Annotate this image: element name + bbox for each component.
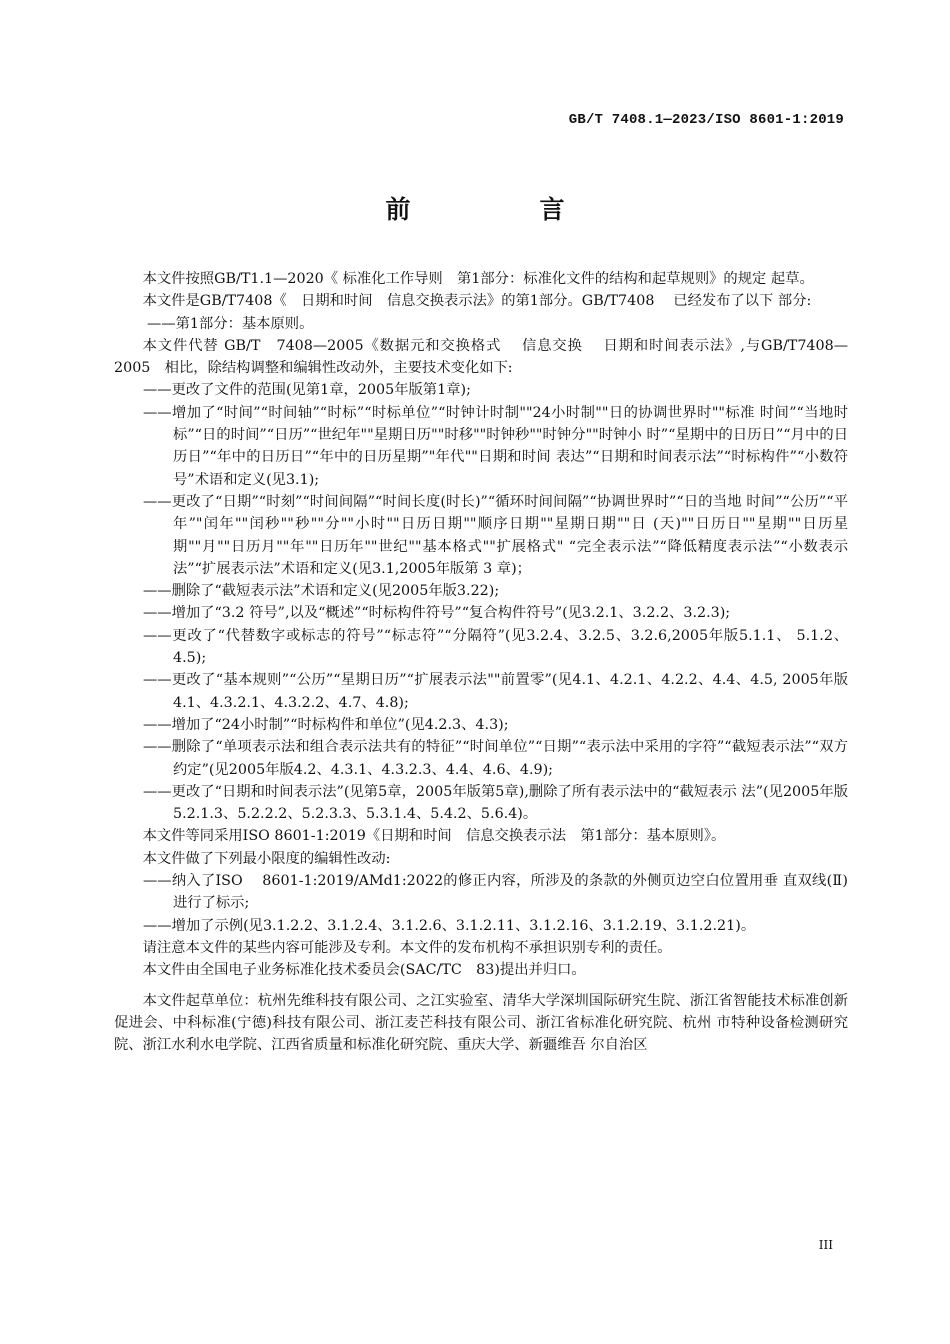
change-item-changed-rules: ——更改了“基本规则”“公历”“星期日历”“扩展表示法""前置零”(见4.1、4.2.1、4.2.2、4.4、4.5, 2005年版4.1、4.3.2.1、4.3.2.2、4.7、4.8); <box>143 672 848 711</box>
paragraph-iso-adoption: 本文件等同采用ISO 8601-1:2019《日期和时间 信息交换表示法 第1部分：基本原则》。 <box>142 828 726 845</box>
list-item-part1: ——第1部分：基本原则。 <box>147 315 314 332</box>
change-item-added-24h: ——增加了“24小时制”“时标构件和单位”(见4.2.3、4.3); <box>143 716 509 733</box>
paragraph-proposed-by: 本文件由全国电子业务标准化技术委员会(SAC/TC 83)提出并归口。 <box>142 962 586 979</box>
change-item-deleted-features: ——删除了“单项表示法和组合表示法共有的特征”“时间单位”“日期”“表示法中采用的字符”“截短表示法”“双方约定”(见2005年版4.2、4.3.1、4.3.2.3、4.4、4.6、4.9); <box>143 739 848 778</box>
change-item-deleted-truncated: ——删除了“截短表示法”术语和定义(见2005年版3.22); <box>143 583 500 600</box>
paragraph-editorial-changes: 本文件做了下列最小限度的编辑性改动: <box>142 850 391 867</box>
change-item-changed-terms: ——更改了“日期”“时刻”“时间间隔”“时间长度(时长)”“循环时间间隔”“协调世界时”“日的当地 时间”“公历”“平年”"闰年""闰秒""秒""分""小时""日历日期""顺序日期""星期日期""日 (天)""日历日""星期""日历星期""月""日历月""年""日历年""世纪""基本格式""扩展格式" “完全表示法”“降低精度表示法”“小数表示法”“扩展表示法”术语和定义(见3.1,2005年版第 3 章)； <box>143 493 848 577</box>
change-item-added-symbols: ——增加了“3.2 符号”,以及“概述”“时标构件符号”“复合构件符号”(见3.2.1、3.2.2、3.2.3); <box>143 605 731 622</box>
page-number: III <box>818 1238 833 1252</box>
change-item-changed-symbols: ——更改了“代替数字或标志的符号”“标志符”“分隔符”(见3.2.4、3.2.5、3.2.6,2005年版5.1.1、 5.1.2、4.5); <box>143 627 848 667</box>
paragraph-patent-notice: 请注意本文件的某些内容可能涉及专利。本文件的发布机构不承担识别专利的责任。 <box>142 939 672 956</box>
paragraph-drafting-units: 本文件起草单位：杭州先维科技有限公司、之江实验室、清华大学深圳国际研究生院、浙江省智能技术标准创新促进会、中科标准(宁德)科技有限公司、浙江麦芒科技有限公司、浙江省标准化研究院、杭州 市特种设备检测研究院、浙江水利水电学院、江西省质量和标准化研究院、重庆大学、新疆维吾 尔自治区 <box>114 992 848 1054</box>
paragraph-replaces: 本文件代替 GB/T 7408—2005《数据元和交换格式 信息交换 日期和时间表示法》,与GB/T7408—2005 相比，除结构调整和编辑性改动外，主要技术变化如下: <box>114 337 848 377</box>
paragraph-drafting-rules: 本文件按照GB/T1.1—2020《 标准化工作导则 第1部分：标准化文件的结构和起草规则》的规定 起草。 <box>142 271 814 287</box>
editorial-item-amendment: ——纳入了ISO 8601-1:2019/AMd1:2022的修正内容，所涉及的条款的外侧页边空白位置用垂 直双线(Ⅱ)进行了标示; <box>143 873 848 912</box>
page-header-doc-id: GB/T 7408.1—2023/ISO 8601-1:2019 <box>568 112 844 128</box>
change-item-scope: ——更改了文件的范围(见第1章，2005年版第1章); <box>143 382 471 399</box>
change-item-changed-representations: ——更改了“日期和时间表示法”(见第5章，2005年版第5章),删除了所有表示法中的“截短表示 法”(见2005年版5.2.1.3、5.2.2.2、5.2.3.3、5.3.1.4、5.4.2、5.6.4)。 <box>143 783 848 823</box>
page-title: 前 言 <box>385 195 617 224</box>
foreword-body <box>114 268 848 1056</box>
editorial-item-examples: ——增加了示例(见3.1.2.2、3.1.2.4、3.1.2.6、3.1.2.11、3.1.2.16、3.1.2.19、3.1.2.21)。 <box>143 917 756 934</box>
change-item-added-terms: ——增加了“时间”“时间轴”“时标”“时标单位”“时钟计时制""24小时制""日的协调世界时""标准 时间”“当地时标”“日的时间”“日历”“世纪年""星期日历""时移""时钟秒""时钟分""时钟小 时”“星期中的日历日”“月中的日历日”“年中的日历日”“年中的日历星期”"年代""日期和时间 表达”“日期和时间表示法”“时标构件”“小数符号”术语和定义(见3.1); <box>143 404 848 488</box>
paragraph-part-intro: 本文件是GB/T7408《 日期和时间 信息交换表示法》的第1部分。GB/T7408 已经发布了以下 部分: <box>142 293 812 310</box>
